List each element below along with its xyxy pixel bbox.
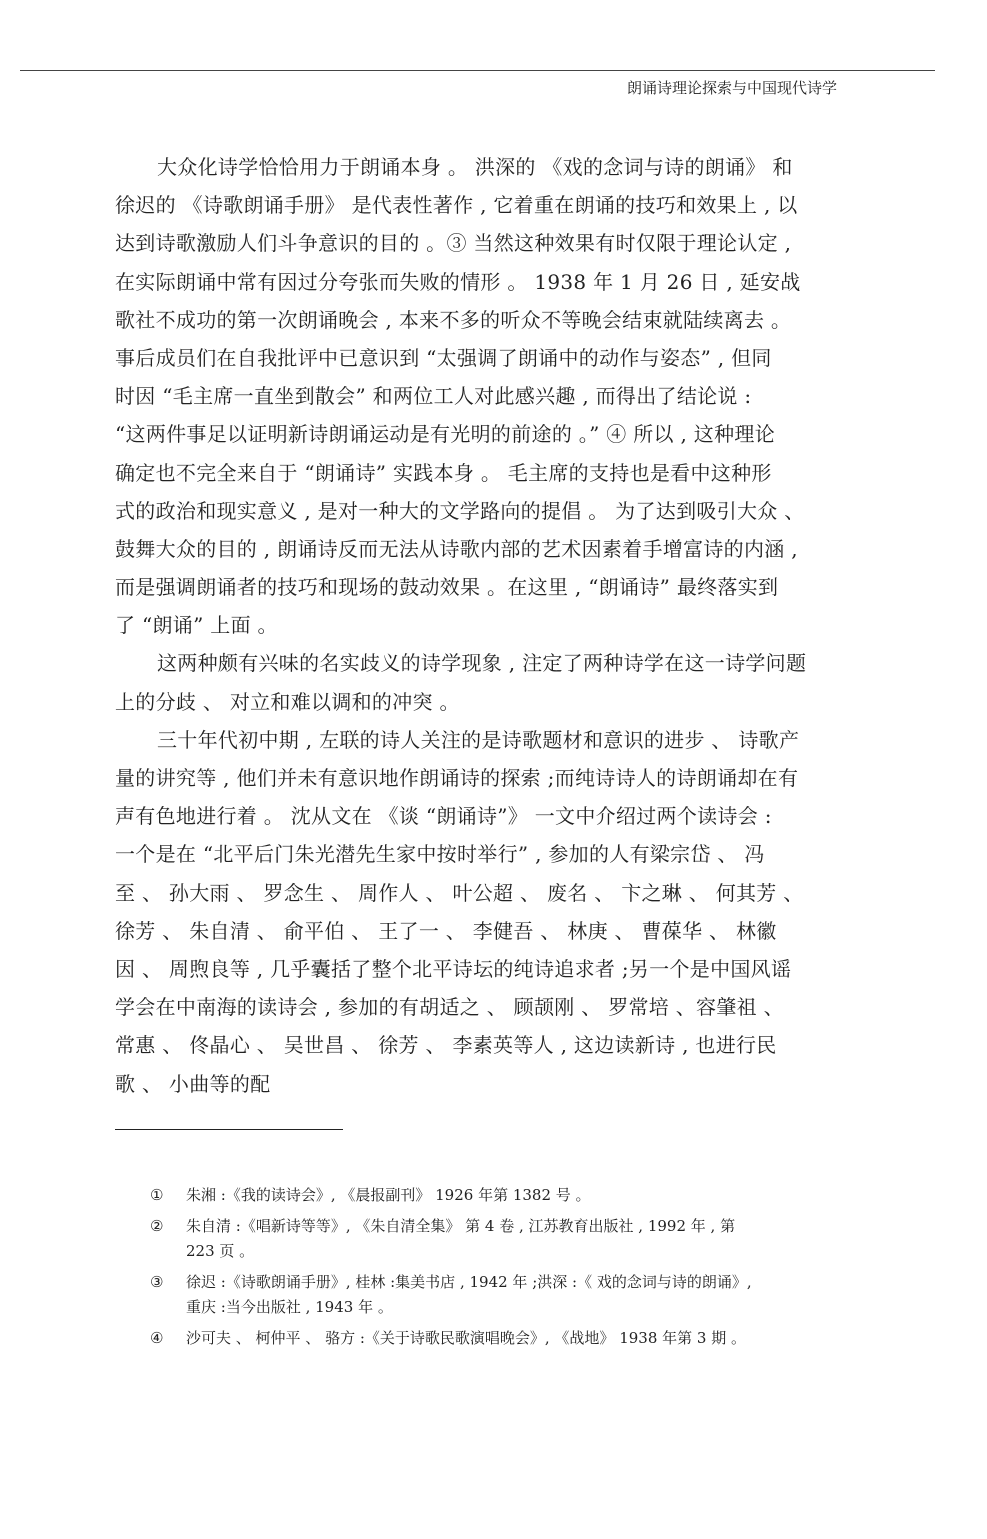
body-line: 徐芳 、 朱自清 、 俞平伯 、 王了一 、 李健吾 、 林庚 、 曹葆华 、 林徽 (115, 918, 777, 943)
body-line: 歌 、 小曲等的配 (115, 1071, 271, 1096)
body-line: 量的讲究等 , 他们并未有意识地作朗诵诗的探索 ;而纯诗诗人的诗朗诵却在有 (115, 766, 799, 790)
body-line: 上的分歧 、 对立和难以调和的冲突 。 (115, 689, 460, 714)
body-line: 了 “朗诵” 上面 。 (115, 613, 278, 638)
body-line: 徐迟的 《诗歌朗诵手册》 是代表性著作 , 它着重在朗诵的技巧和效果上 , 以 (115, 193, 798, 218)
footnote-line: 223 页 。 (186, 1242, 255, 1260)
footnote-mark: ② (150, 1217, 164, 1235)
body-line: 鼓舞大众的目的 , 朗诵诗反而无法从诗歌内部的艺术因素着手增富诗的内涵 , (115, 536, 798, 561)
body-line: 歌社不成功的第一次朗诵晚会 , 本来不多的听众不等晚会结束就陆续离去 。 (115, 307, 792, 332)
header-rule (20, 70, 935, 71)
footnote-2 (150, 1214, 870, 1264)
body-line: 时因 “毛主席一直坐到散会” 和两位工人对此感兴趣 , 而得出了结论说 : (115, 384, 752, 409)
body-line: 声有色地进行着 。 沈从文在 《谈 “朗诵诗”》 一文中介绍过两个读诗会 : (115, 804, 772, 829)
body-line: 一个是在 “北平后门朱光潜先生家中按时举行” , 参加的人有梁宗岱 、 冯 (115, 842, 765, 867)
footnote-line: 重庆 :当今出版社 , 1943 年 。 (186, 1298, 393, 1316)
footnote-line: 沙可夫 、 柯仲平 、 骆方 :《关于诗歌民歌演唱晚会》, 《战地》 1938 年第 3 期 。 (186, 1329, 746, 1347)
body-line: 这两种颇有兴味的名实歧义的诗学现象 , 注定了两种诗学在这一诗学问题 (157, 651, 807, 676)
body-line: 大众化诗学恰恰用力于朗诵本身 。 洪深的 《戏的念词与诗的朗诵》 和 (157, 155, 793, 179)
running-head: 朗诵诗理论探索与中国现代诗学 (626, 79, 837, 97)
footnote-4 (150, 1326, 870, 1351)
footnote-mark: ④ (150, 1329, 164, 1347)
footnote-text (186, 1270, 752, 1320)
footnote-3 (150, 1270, 870, 1320)
body-line: 确定也不完全来自于 “朗诵诗” 实践本身 。 毛主席的支持也是看中这种形 (115, 460, 772, 485)
body-line: 达到诗歌激励人们斗争意识的目的 。③ 当然这种效果有时仅限于理论认定 , (115, 231, 792, 256)
body-line: 因 、 周煦良等 , 几乎囊括了整个北平诗坛的纯诗追求者 ;另一个是中国风谣 (115, 956, 792, 981)
footnote-text (186, 1183, 591, 1208)
footnote-1 (150, 1183, 870, 1208)
body-line: 三十年代初中期 , 左联的诗人关注的是诗歌题材和意识的进步 、 诗歌产 (157, 727, 800, 752)
body-line: 常惠 、 佟晶心 、 吴世昌 、 徐芳 、 李素英等人 , 这边读新诗 , 也进行民 (115, 1033, 777, 1058)
footnote-line: 朱湘 :《我的读诗会》, 《晨报副刊》 1926 年第 1382 号 。 (186, 1186, 591, 1204)
footnote-text (186, 1214, 735, 1264)
footnote-line: 徐迟 :《诗歌朗诵手册》, 桂林 :集美书店 , 1942 年 ;洪深 :《 戏的念词与诗的朗诵》, (186, 1273, 752, 1291)
footnotes (150, 1183, 870, 1357)
body-line: 在实际朗诵中常有因过分夸张而失败的情形 。 1938 年 1 月 26 日 , 延安战 (115, 269, 801, 294)
footnote-text (186, 1326, 746, 1351)
footnote-rule (115, 1129, 343, 1130)
body-line: 而是强调朗诵者的技巧和现场的鼓动效果 。在这里 , “朗诵诗” 最终落实到 (115, 575, 779, 600)
body-line: 事后成员们在自我批评中已意识到 “太强调了朗诵中的动作与姿态” , 但同 (115, 345, 772, 370)
body-text (115, 148, 863, 1103)
body-line: “这两件事足以证明新诗朗诵运动是有光明的前途的 。” ④ 所以 , 这种理论 (115, 422, 775, 447)
body-line: 至 、 孙大雨 、 罗念生 、 周作人 、 叶公超 、 废名 、 卞之琳 、 何其芳 、 (115, 880, 804, 905)
body-line: 学会在中南海的读诗会 , 参加的有胡适之 、 顾颉刚 、 罗常培 、容肇祖 、 (115, 995, 784, 1020)
footnote-line: 朱自清 :《唱新诗等等》, 《朱自清全集》 第 4 卷 , 江苏教育出版社 , 1992 年 , 第 (186, 1217, 736, 1235)
body-line: 式的政治和现实意义 , 是对一种大的文学路向的提倡 。 为了达到吸引大众 、 (115, 498, 805, 523)
footnote-mark: ③ (150, 1273, 164, 1291)
footnote-mark: ① (150, 1186, 164, 1204)
